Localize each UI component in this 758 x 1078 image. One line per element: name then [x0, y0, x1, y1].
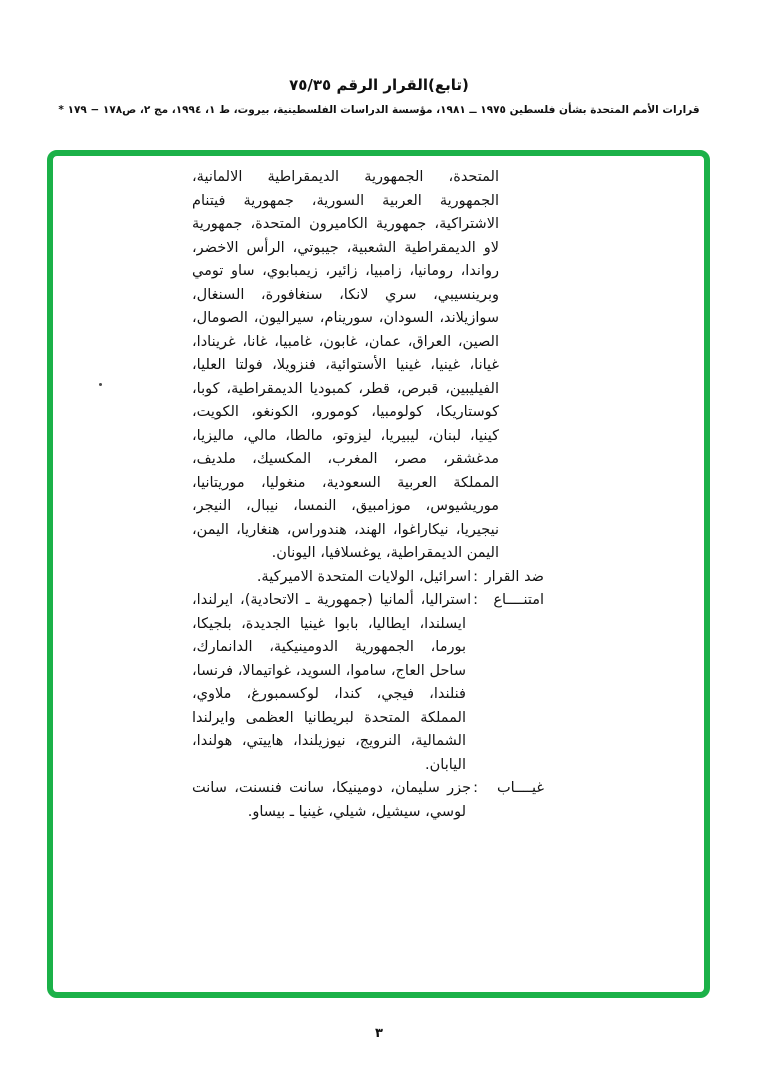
abstain-countries: استراليا، ألمانيا (جمهورية ـ الاتحادية)، ايرلندا، ايسلندا، ايطاليا، بابوا غينيا الجديدة، بلجيكا، بورما، الجمهورية الدومينيكية، الدانمارك، ساحل العاج، ساموا، السويد، غواتيمالا، فرنسا، فنلندا، فيجي، كندا، لوكسمبورغ، ملاوي، المملكة المتحدة لبريطانيا العظمى وايرلندا الشمالية، النرويج، نيوزيلندا، هاييتي، هولندا، اليابان. — [192, 592, 472, 773]
citation-line: قرارات الأمم المتحدة بشأن فلسطين ١٩٧٥ ــ ١٩٨١، مؤسسة الدراسات الفلسطينية، بيروت، ط ١، ١٩٩٤، مج ٢، ص١٧٨ − ١٧٩ * — [58, 104, 700, 116]
page-title: (تابع)القرار الرقم ٧٥/٣٥ — [289, 76, 469, 94]
body-text — [192, 166, 544, 824]
absent-countries: جزر سليمان، دومينيكا، سانت فنسنت، سانت لوسي، سيشيل، شيلي، غينيا ـ بيساو. — [192, 780, 472, 820]
in-favor-continuation-paragraph: المتحدة، الجمهورية الديمقراطية الالمانية، الجمهورية العربية السورية، جمهورية فيتنام الاشتراكية، جمهورية الكاميرون المتحدة، جمهورية لاو الديمقراطية الشعبية، جيبوتي، الرأس الاخضر، رواندا، رومانيا، زامبيا، زائير، زيمبابوي، ساو تومي وبرينسيبي، سري لانكا، سنغافورة، السنغال، سوازيلاند، السودان، سورينام، سيراليون، الصومال، الصين، العراق، عمان، غابون، غامبيا، غانا، غرينادا، غيانا، غينيا، غينيا الأستوائية، فنزويلا، فولتا العليا، الفيليبين، قبرص، قطر، كمبوديا الديمقراطية، كوبا، كوستاريكا، كولومبيا، كومورو، الكونغو، الكويت، كينيا، لبنان، ليبيريا، ليزوتو، مالطا، مالي، ماليزيا، مدغشقر، مصر، المغرب، المكسيك، ملديف، المملكة العربية السعودية، منغوليا، موريتانيا، موريشيوس، موزامبيق، النمسا، نيبال، النيجر، نيجيريا، نيكاراغوا، الهند، هندوراس، هنغاريا، اليمن، اليمن الديمقراطية، يوغسلافيا، اليونان. — [192, 169, 499, 561]
content-frame — [47, 150, 710, 998]
absent-section — [192, 777, 544, 824]
abstain-separator: : — [473, 592, 478, 608]
abstain-label: امتنــــاع — [493, 592, 544, 608]
against-countries: اسرائيل، الولايات المتحدة الاميركية. — [256, 568, 472, 585]
scan-artifact-dot — [99, 383, 102, 386]
against-section — [192, 566, 544, 590]
absent-label: غيــــاب — [496, 780, 544, 796]
page-number: ٣ — [375, 1026, 383, 1041]
against-separator: : — [473, 568, 478, 585]
against-label: ضد القرار — [484, 568, 544, 585]
abstain-section — [192, 589, 544, 777]
absent-separator: : — [473, 780, 478, 796]
